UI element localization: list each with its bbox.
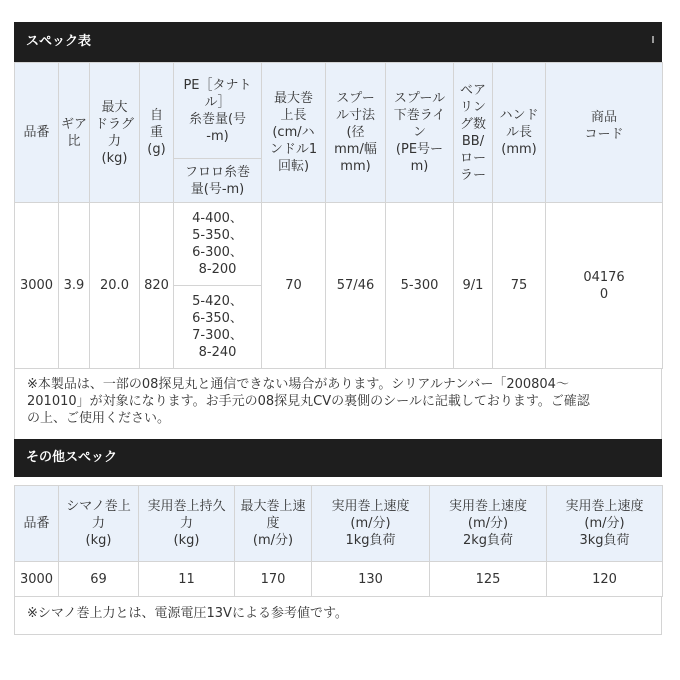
header-handle-length: ハンド ル長 (mm) — [493, 63, 546, 203]
header-gear-ratio: ギア 比 — [59, 63, 90, 203]
other-header-speed-1kg: 実用巻上速度 (m/分) 1kg負荷 — [312, 486, 430, 562]
other-header-max-speed: 最大巻上速 度 (m/分) — [235, 486, 312, 562]
header-model: 品番 — [15, 63, 59, 203]
other-header-model: 品番 — [15, 486, 59, 562]
other-spec-note: ※シマノ巻上力とは、電源電圧13Vによる参考値です。 — [14, 597, 662, 635]
cell-spool-dimension: 57/46 — [326, 203, 386, 369]
header-spool-dimension: スプー ル寸法 (径 mm/幅 mm) — [326, 63, 386, 203]
spec-note: ※本製品は、一部の08探見丸と通信できない場合があります。シリアルナンバー「200804～ 201010」が対象になります。お手元の08探見丸CVの裏側のシールに記載しております。ご確認 の上、ご使用ください。 — [14, 369, 662, 439]
other-cell-speed-1kg: 130 — [312, 562, 430, 597]
spec-table — [14, 62, 663, 369]
header-weight: 自 重 (g) — [140, 63, 174, 203]
other-spec-section-header — [14, 439, 662, 477]
spec-title: スペック表 — [26, 34, 92, 49]
cell-model: 3000 — [15, 203, 59, 369]
cell-weight: 820 — [140, 203, 174, 369]
header-spool-underline: スプール 下巻ライ ン (PE号ー m) — [386, 63, 454, 203]
cell-bearings: 9/1 — [454, 203, 493, 369]
header-pe-capacity: PE［タナト ル］ 糸巻量(号 -m) — [174, 63, 262, 159]
other-cell-winding-power: 69 — [59, 562, 139, 597]
header-product-code: 商品 コード — [546, 63, 663, 203]
other-header-winding-power: シマノ巻上 力 (kg) — [59, 486, 139, 562]
header-bearings: ベア リン グ数 BB/ ロー ラー — [454, 63, 493, 203]
header-retrieve-length: 最大巻 上長 (cm/ハ ンドル1 回転) — [262, 63, 326, 203]
other-header-endurance-power: 実用巻上持久 力 (kg) — [139, 486, 235, 562]
cell-max-drag: 20.0 — [90, 203, 140, 369]
spec-section-header — [14, 22, 662, 62]
other-header-speed-2kg: 実用巻上速度 (m/分) 2kg負荷 — [430, 486, 547, 562]
other-spec-table — [14, 485, 663, 597]
header-max-drag: 最大 ドラグ 力 (kg) — [90, 63, 140, 203]
cell-product-code: 04176 0 — [546, 203, 663, 369]
cell-handle-length: 75 — [493, 203, 546, 369]
cell-pe-capacity: 4-400、 5-350、 6-300、 8-200 — [174, 203, 262, 286]
other-cell-endurance-power: 11 — [139, 562, 235, 597]
cell-gear-ratio: 3.9 — [59, 203, 90, 369]
other-cell-speed-3kg: 120 — [547, 562, 663, 597]
other-cell-model: 3000 — [15, 562, 59, 597]
header-tick-mark — [652, 36, 654, 43]
header-fluoro-capacity: フロロ糸巻 量(号-m) — [174, 159, 262, 203]
other-cell-speed-2kg: 125 — [430, 562, 547, 597]
other-cell-max-speed: 170 — [235, 562, 312, 597]
other-header-speed-3kg: 実用巻上速度 (m/分) 3kg負荷 — [547, 486, 663, 562]
cell-spool-underline: 5-300 — [386, 203, 454, 369]
cell-retrieve-length: 70 — [262, 203, 326, 369]
other-spec-title: その他スペック — [26, 450, 118, 465]
cell-fluoro-capacity: 5-420、 6-350、 7-300、 8-240 — [174, 286, 262, 369]
